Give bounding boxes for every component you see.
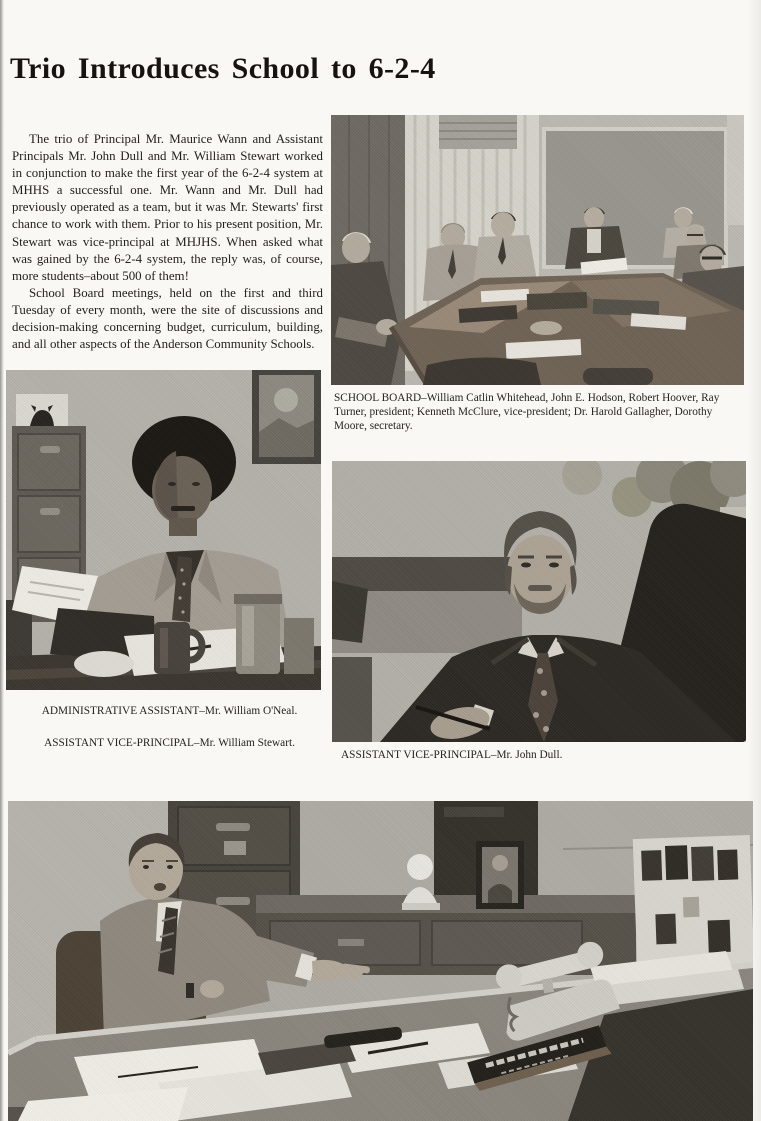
vice-principal-dull-caption: ASSISTANT VICE-PRINCIPAL–Mr. John Dull.: [341, 749, 563, 761]
stewart-illustration: [8, 801, 753, 1121]
dull-illustration: [332, 461, 746, 742]
administrative-assistant-caption: ADMINISTRATIVE ASSISTANT–Mr. William O'Neal.: [41, 705, 298, 717]
lamp-silhouette: [332, 581, 368, 643]
school-board-photo: [331, 115, 744, 385]
administrative-assistant-photo: [6, 370, 321, 690]
vice-principal-stewart-photo: [8, 801, 753, 1121]
framed-portrait: [476, 841, 524, 909]
oneal-illustration: [6, 370, 321, 690]
cat-photo: [16, 394, 68, 430]
vice-principal-dull-photo: [332, 461, 746, 742]
school-board-illustration: [331, 115, 744, 385]
page-spine-shadow: [0, 0, 4, 1121]
article-paragraph-1: The trio of Principal Mr. Maurice Wann and Assistant Principals Mr. John Dull and Mr. William Stewart worked in conjunction to make the first year of the 6-2-4 system at MHHS a successful one. Mr. Wann and Mr. Dull had previously operated as a team, but it was Mr. Stewarts' first chance to work with them. Prior to his present position, Mr. Stewart was vice-principal at MHJHS. When asked what was gained by the 6-2-4 system, the reply was, of course, more students–about 500 of them!: [12, 132, 323, 283]
framed-picture: [252, 370, 321, 464]
vice-principal-stewart-caption: ASSISTANT VICE-PRINCIPAL–Mr. William Stewart.: [44, 737, 295, 749]
article-text: [12, 131, 323, 353]
page-title: Trio Introduces School to 6-2-4: [10, 52, 436, 85]
curtain-right: [727, 115, 744, 225]
school-board-caption: SCHOOL BOARD–William Catlin Whitehead, John E. Hodson, Robert Hoover, Ray Turner, president; Kenneth McClure, vice-president; Dr. Harold Gallagher, Dorothy Moore, secretary.: [334, 392, 720, 432]
shadow-left: [332, 657, 372, 742]
article-paragraph-2: School Board meetings, held on the first and third Tuesday of every month, were the site of discussions and decision-making concerning budget, curriculum, building, and all other aspects of the Anderson Community Schools.: [12, 285, 323, 352]
